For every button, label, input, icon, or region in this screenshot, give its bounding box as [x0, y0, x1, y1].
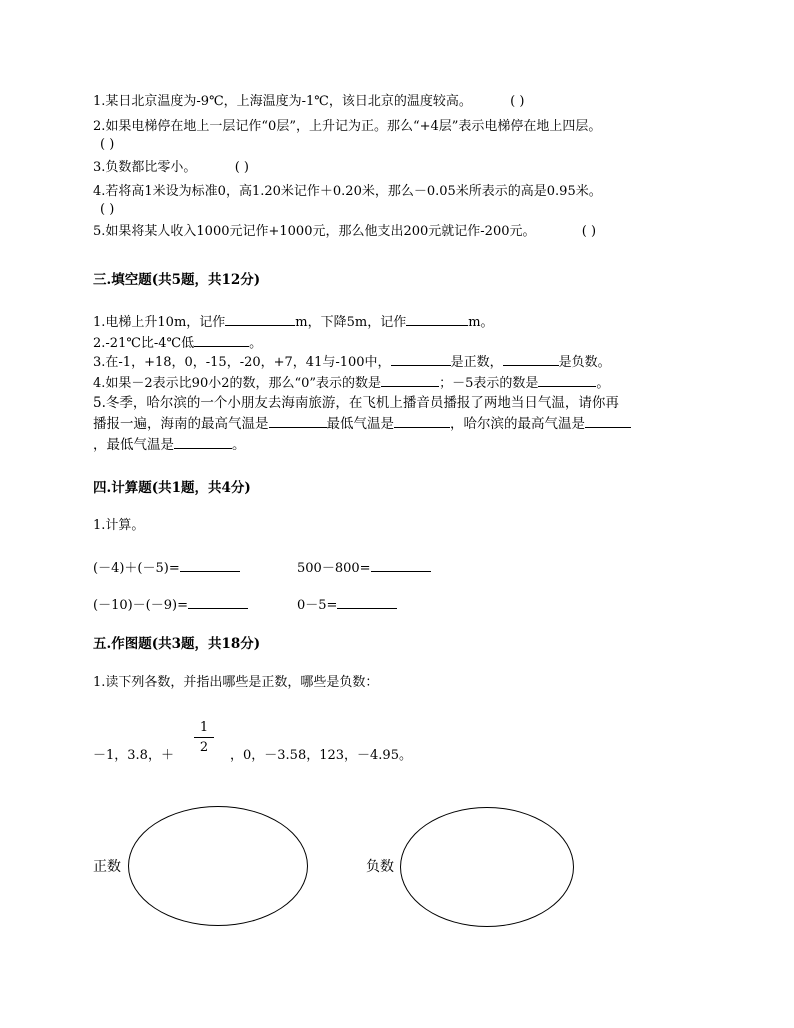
- question-text: 2.-21℃比-4℃低: [93, 336, 195, 351]
- tf-question-4-paren[interactable]: [100, 202, 114, 218]
- answer-paren[interactable]: ( ): [510, 94, 525, 109]
- answer-blank[interactable]: [174, 436, 232, 449]
- question-text: ；－5表示的数是: [439, 376, 539, 391]
- fill-question-5-line1: 5.冬季，哈尔滨的一个小朋友去海南旅游，在飞机上播音员播报了两地当日气温，请你再: [93, 395, 619, 411]
- question-text: ，最低气温是: [93, 437, 174, 453]
- question-text: 。: [232, 437, 246, 453]
- fraction-numerator: 1: [199, 720, 209, 735]
- question-text: 是负数。: [558, 355, 611, 370]
- answer-blank[interactable]: [538, 374, 596, 387]
- calc-expression-1: [93, 557, 240, 576]
- fill-question-5-line3: [93, 436, 246, 453]
- number-list-end: ，0，－3.58，123，－4.95。: [230, 748, 412, 763]
- number-list-start: －1，3.8，＋: [93, 748, 174, 763]
- answer-blank[interactable]: [194, 334, 249, 347]
- fill-question-1: [93, 313, 494, 331]
- fill-question-3: [93, 353, 611, 371]
- answer-blank[interactable]: [406, 313, 468, 326]
- question-text: 1.电梯上升10m，记作: [93, 315, 226, 330]
- calc-expression-4: [297, 594, 397, 613]
- section-heading-fill: 三.填空题(共5题，共12分): [93, 272, 261, 288]
- fill-question-4: [93, 374, 609, 392]
- fill-question-5-line2: [93, 415, 631, 432]
- calc-intro: 1.计算。: [93, 518, 145, 533]
- answer-blank[interactable]: [188, 596, 248, 609]
- answer-blank[interactable]: [371, 559, 431, 572]
- positive-label: 正数: [93, 859, 121, 875]
- expression-text: 500－800=: [297, 561, 371, 576]
- fraction-bar: [194, 737, 214, 738]
- draw-intro: 1.读下列各数，并指出哪些是正数，哪些是负数：: [93, 675, 379, 690]
- positive-numbers-ellipse[interactable]: [128, 806, 308, 926]
- answer-blank[interactable]: [225, 313, 295, 326]
- answer-blank[interactable]: [585, 415, 631, 428]
- question-text: 4.如果－2表示比90小2的数，那么“0”表示的数是: [93, 376, 382, 391]
- tf-question-1: [93, 94, 524, 110]
- question-text: 4.若将高1米设为标准0，高1.20米记作＋0.20米，那么－0.05米所表示的高是0.95米。: [93, 184, 602, 199]
- tf-question-2-paren[interactable]: [100, 137, 114, 153]
- answer-blank[interactable]: [381, 374, 439, 387]
- calc-expression-2: [297, 557, 431, 576]
- tf-question-4: [93, 184, 602, 200]
- negative-label: 负数: [366, 859, 394, 875]
- answer-paren[interactable]: ( ): [100, 137, 115, 152]
- question-text: 3.在-1，+18，0，-15，-20，+7，41与-100中，: [93, 355, 391, 370]
- expression-text: (－10)－(－9)=: [93, 598, 188, 613]
- question-text: m。: [468, 315, 494, 330]
- question-text: 5.如果将某人收入1000元记作+1000元，那么他支出200元就记作-200元。: [93, 224, 536, 239]
- answer-blank[interactable]: [269, 415, 327, 428]
- fill-question-2: [93, 334, 262, 352]
- question-text: ，哈尔滨的最高气温是: [450, 416, 585, 432]
- question-text: 是正数，: [450, 355, 503, 370]
- answer-blank[interactable]: [180, 559, 240, 572]
- answer-paren[interactable]: ( ): [581, 224, 597, 239]
- answer-blank[interactable]: [503, 353, 559, 366]
- answer-blank[interactable]: [391, 353, 451, 366]
- answer-blank[interactable]: [394, 415, 450, 428]
- question-text: 。: [249, 336, 263, 351]
- question-text: 3.负数都比零小。: [93, 160, 197, 175]
- question-text: 2.如果电梯停在地上一层记作“0层”，上升记为正。那么“+4层”表示电梯停在地上四层。: [93, 119, 602, 134]
- calc-expression-3: [93, 594, 248, 613]
- answer-paren[interactable]: ( ): [234, 160, 249, 175]
- expression-text: (－4)＋(－5)=: [93, 561, 180, 576]
- expression-text: 0－5=: [297, 598, 338, 613]
- negative-numbers-ellipse[interactable]: [400, 807, 574, 927]
- tf-question-5: [93, 224, 596, 240]
- answer-blank[interactable]: [337, 596, 397, 609]
- question-text: m，下降5m，记作: [295, 315, 407, 330]
- fraction-one-half: [194, 720, 214, 755]
- answer-paren[interactable]: ( ): [100, 202, 115, 217]
- question-text: 。: [596, 376, 610, 391]
- question-text: 最低气温是: [326, 416, 394, 432]
- question-text: 播报一遍，海南的最高气温是: [93, 416, 269, 432]
- tf-question-3: [93, 160, 249, 176]
- fraction-denominator: 2: [199, 740, 209, 755]
- tf-question-2: [93, 119, 601, 135]
- section-heading-draw: 五.作图题(共3题，共18分): [93, 636, 261, 652]
- question-text: 1.某日北京温度为-9℃，上海温度为-1℃，该日北京的温度较高。: [93, 94, 472, 109]
- section-heading-calc: 四.计算题(共1题，共4分): [93, 480, 251, 496]
